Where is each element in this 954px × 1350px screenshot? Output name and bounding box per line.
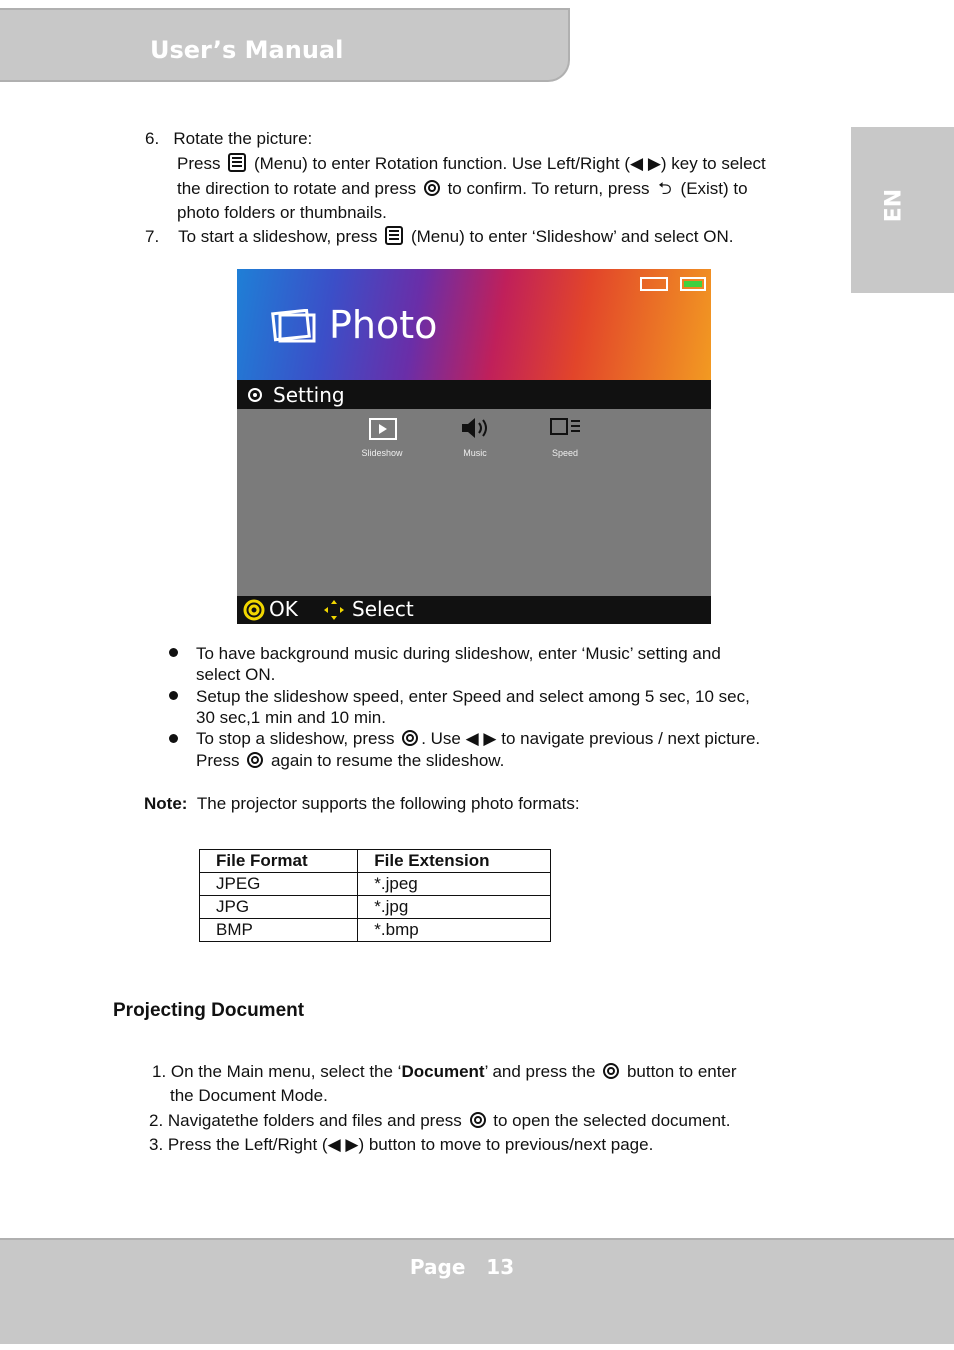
gear-icon xyxy=(245,385,265,405)
doc-step-1-cont: the Document Mode. xyxy=(170,1086,328,1105)
screen-title: Photo xyxy=(329,303,438,347)
photo-formats-table xyxy=(199,849,551,942)
section-title: Projecting Document xyxy=(113,1000,305,1021)
navigate-icon xyxy=(323,599,345,621)
doc-step-2: 2. Navigatethe folders and files and press to open the selected document. xyxy=(149,1111,731,1130)
option-label: Music xyxy=(463,448,487,458)
table-row: JPEG *.jpeg xyxy=(200,873,551,896)
speed-icon xyxy=(548,415,582,441)
ok-icon xyxy=(603,1063,619,1079)
step-7: 7. To start a slideshow, press (Menu) to enter ‘Slideshow’ and select ON. xyxy=(145,227,734,246)
language-label: EN xyxy=(881,188,907,223)
step-6-line-2: the direction to rotate and press to confirm. To return, press ⮌ (Exist) to xyxy=(177,179,748,198)
bullet-music: To have background music during slideshow, enter ‘Music’ setting and select ON. xyxy=(196,644,721,684)
ok-icon xyxy=(243,599,265,621)
speaker-icon xyxy=(458,415,492,441)
bullet-stop: To stop a slideshow, press . Use ◀ ▶ to navigate previous / next picture. Press again to resume the slideshow. xyxy=(196,729,761,770)
photo-icon xyxy=(271,309,317,343)
settings-bar xyxy=(237,380,711,409)
manual-title: User’s Manual xyxy=(150,36,344,64)
settings-label: Setting xyxy=(273,383,345,407)
column-header: File Format xyxy=(200,850,358,873)
bullet-speed: Setup the slideshow speed, enter Speed and select among 5 sec, 10 sec, 30 sec,1 min and 10 min. xyxy=(196,687,750,727)
option-label: Slideshow xyxy=(361,448,403,458)
page-number: Page 13 xyxy=(409,1255,515,1279)
ok-label: OK xyxy=(269,597,298,621)
ok-icon xyxy=(402,730,418,746)
option-speed[interactable] xyxy=(530,415,600,458)
ok-icon xyxy=(424,180,440,196)
column-header: File Extension xyxy=(358,850,551,873)
status-icons xyxy=(639,275,709,293)
slideshow-icon xyxy=(365,415,399,441)
language-tab xyxy=(851,127,954,293)
ok-icon xyxy=(247,752,263,768)
select-label: Select xyxy=(352,597,414,621)
option-slideshow[interactable] xyxy=(347,415,417,458)
bullet-dot xyxy=(169,648,178,657)
slideshow-settings-screenshot xyxy=(237,269,711,624)
table-row: BMP *.bmp xyxy=(200,919,551,942)
table-row: JPG *.jpg xyxy=(200,896,551,919)
doc-step-1: 1. On the Main menu, select the ‘Document’ and press the button to enter xyxy=(152,1062,737,1081)
memory-card-icon xyxy=(641,278,667,290)
return-icon: ⮌ xyxy=(658,179,672,198)
footer xyxy=(0,1238,954,1344)
step-6-title: 6. Rotate the picture: xyxy=(145,129,313,148)
menu-icon xyxy=(228,153,246,172)
step-6-line-3: photo folders or thumbnails. xyxy=(177,203,387,222)
table-header-row xyxy=(200,850,551,873)
screen-footer xyxy=(237,596,711,624)
option-music[interactable] xyxy=(440,415,510,458)
bullet-dot xyxy=(169,734,178,743)
ok-icon xyxy=(470,1112,486,1128)
bullet-dot xyxy=(169,691,178,700)
menu-icon xyxy=(385,226,403,245)
step-6-line-1: Press (Menu) to enter Rotation function. Use Left/Right (◀ ▶) key to select xyxy=(177,154,766,173)
option-label: Speed xyxy=(551,448,579,458)
header-tab xyxy=(0,8,570,82)
doc-step-3: 3. Press the Left/Right (◀ ▶) button to move to previous/next page. xyxy=(149,1135,654,1154)
note: Note: The projector supports the following photo formats: xyxy=(144,794,580,813)
